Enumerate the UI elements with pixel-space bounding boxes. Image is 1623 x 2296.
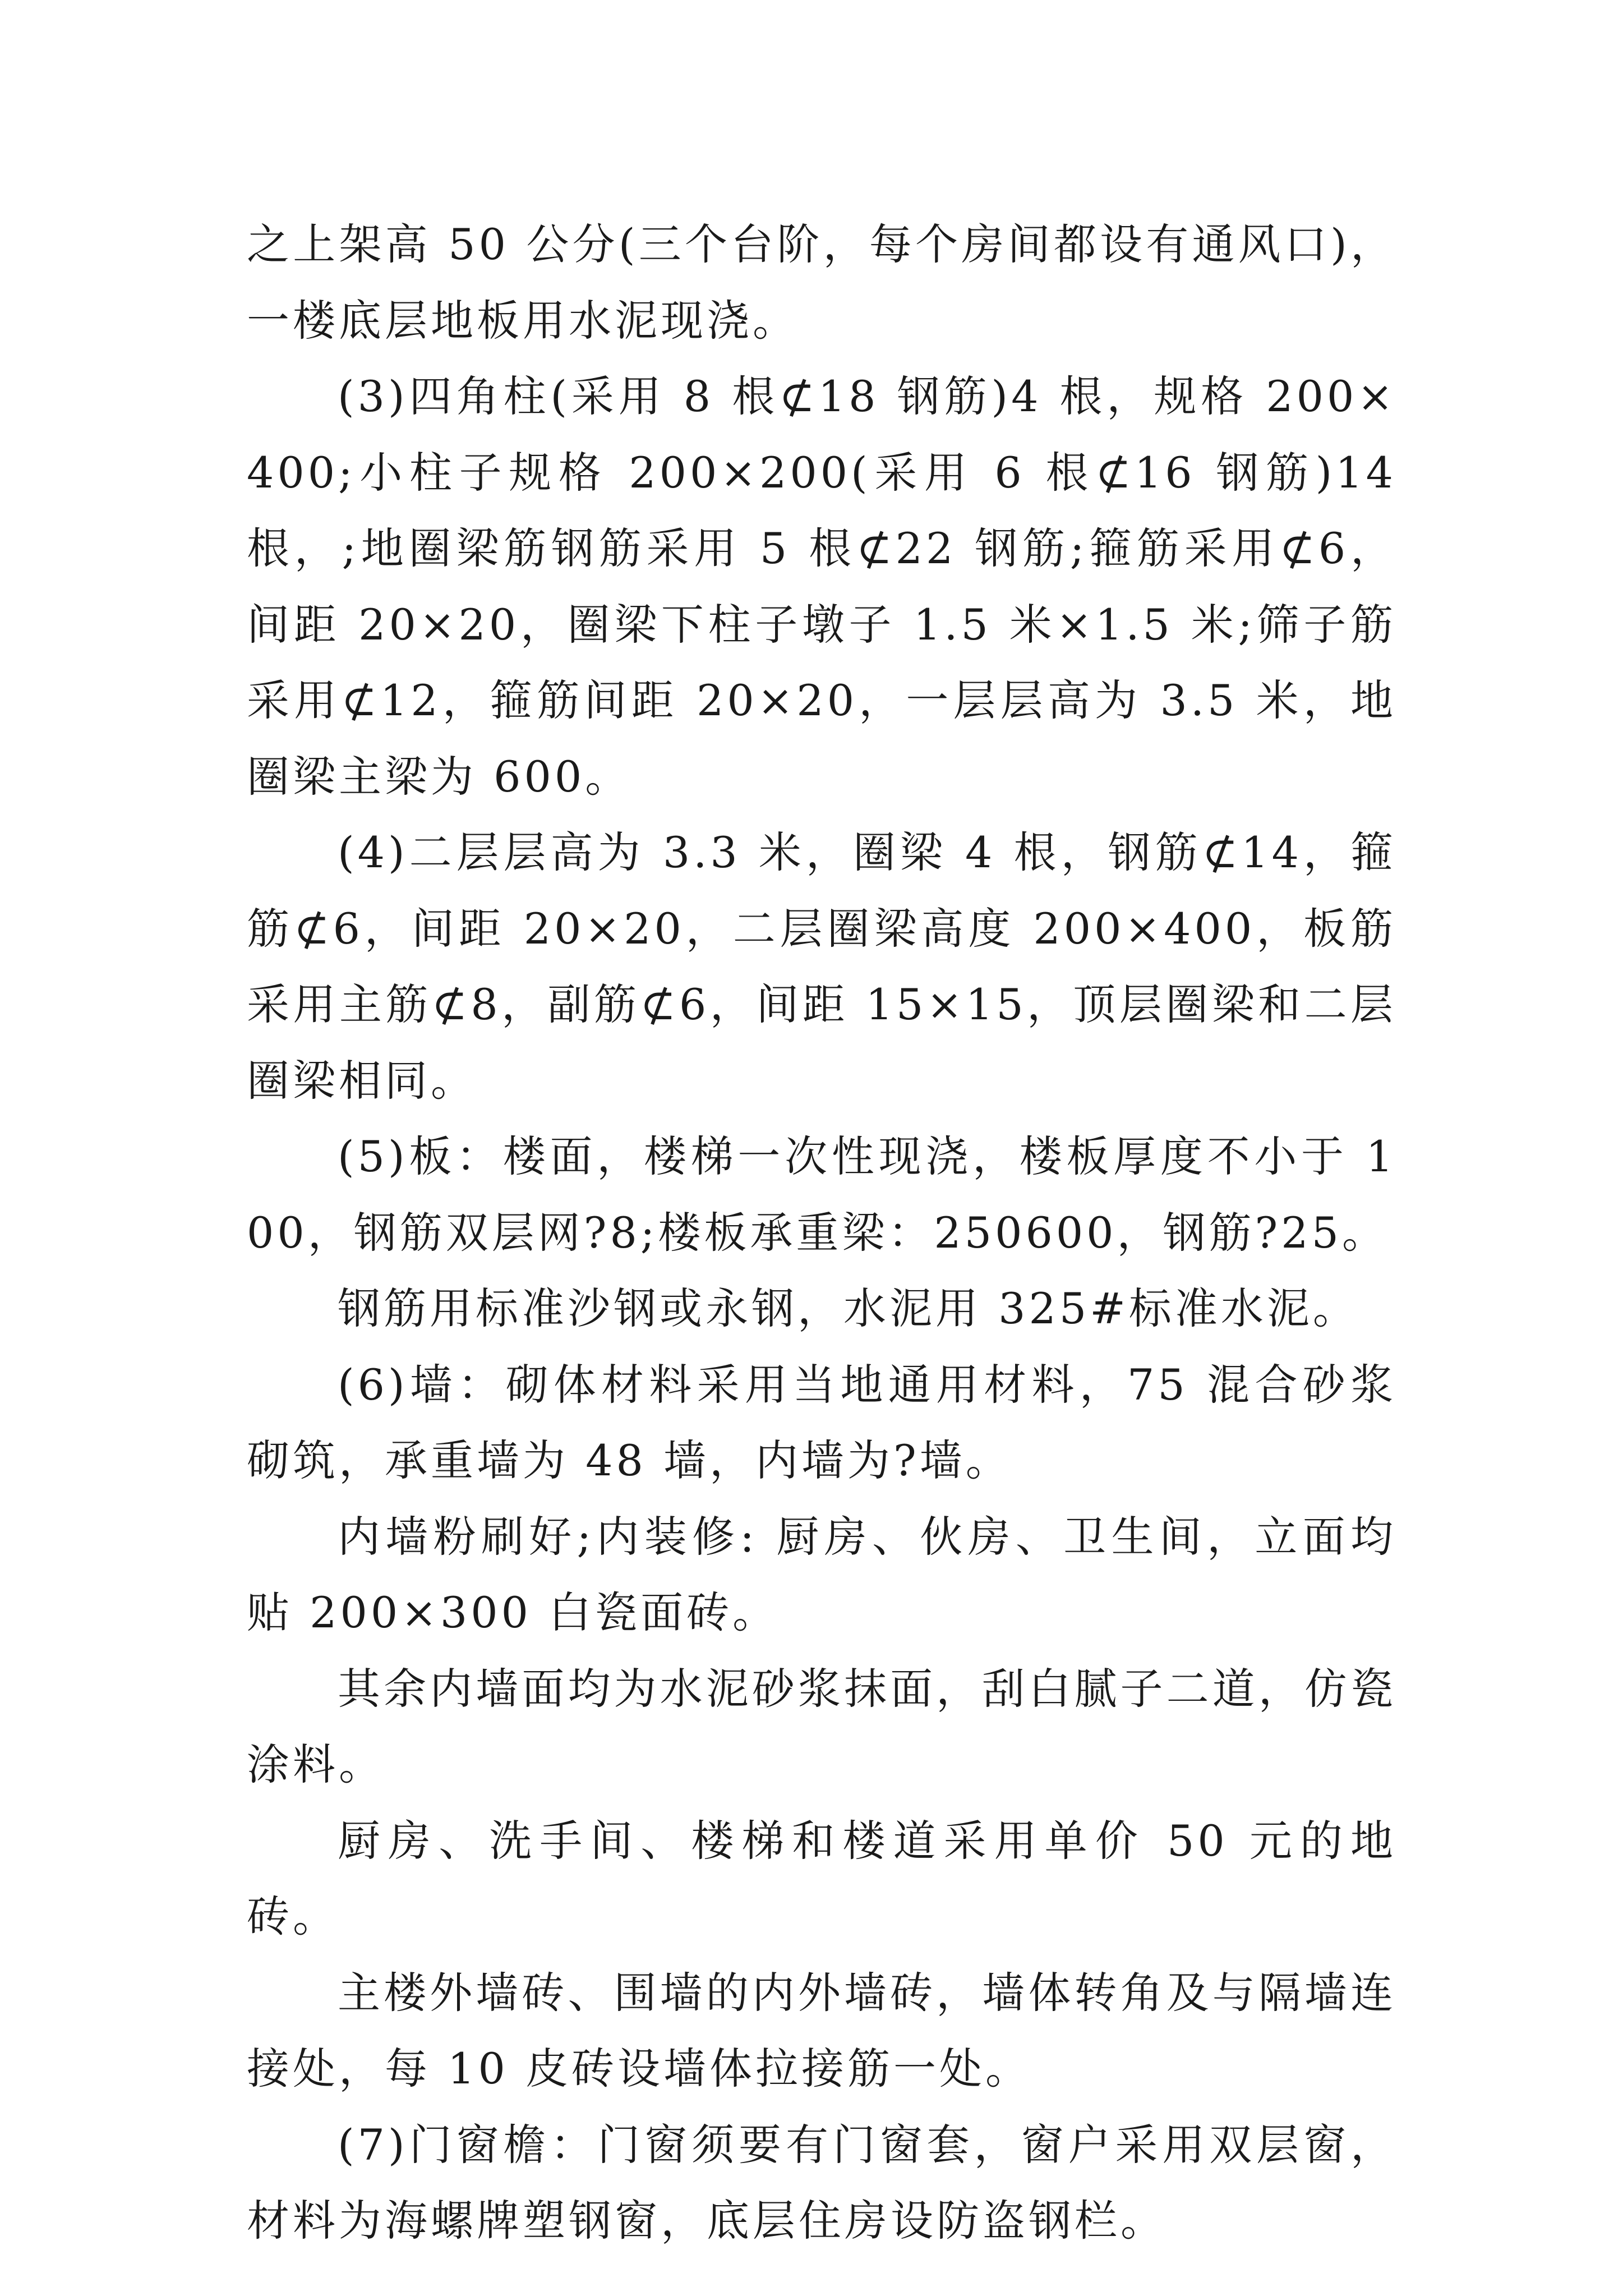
paragraph-6: (6)墙：砌体材料采用当地通用材料，75 混合砂浆砌筑，承重墙为 48 墙，内墙为?墙。 bbox=[247, 1359, 1396, 1485]
paragraph-1: 之上架高 50 公分(三个台阶，每个房间都设有通风口)，一楼底层地板用水泥现浇。 bbox=[247, 219, 1396, 346]
paragraph-3: (4)二层层高为 3.3 米，圈梁 4 根，钢筋⊄14，箍筋⊄6，间距 20×20，二层圈梁高度 200×400，板筋采用主筋⊄8，副筋⊄6，间距 15×15，顶层圈梁和二层圈梁相同。 bbox=[247, 827, 1396, 1106]
paragraph-9: 厨房、洗手间、楼梯和楼道采用单价 50 元的地砖。 bbox=[247, 1815, 1396, 1941]
paragraph-11: (7)门窗檐：门窗须要有门窗套，窗户采用双层窗，材料为海螺牌塑钢窗，底层住房设防盗钢栏。 bbox=[247, 2119, 1396, 2246]
paragraph-10: 主楼外墙砖、围墙的内外墙砖，墙体转角及与隔墙连接处，每 10 皮砖设墙体拉接筋一处。 bbox=[247, 1967, 1396, 2093]
document-body bbox=[247, 206, 1396, 2259]
paragraph-8: 其余内墙面均为水泥砂浆抹面，刮白腻子二道，仿瓷涂料。 bbox=[247, 1663, 1396, 1789]
paragraph-4: (5)板：楼面，楼梯一次性现浇，楼板厚度不小于 100，钢筋双层网?8;楼板承重梁：250600，钢筋?25。 bbox=[247, 1131, 1396, 1258]
paragraph-5: 钢筋用标准沙钢或永钢，水泥用 325#标准水泥。 bbox=[338, 1283, 1359, 1333]
paragraph-7: 内墙粉刷好;内装修: 厨房、伙房、卫生间，立面均贴 200×300 白瓷面砖。 bbox=[247, 1511, 1396, 1637]
paragraph-2: (3)四角柱(采用 8 根⊄18 钢筋)4 根，规格 200×400;小柱子规格 200×200(采用 6 根⊄16 钢筋)14 根，;地圈梁筋钢筋采用 5 根⊄22 钢筋;箍筋采用⊄6，间距 20×20，圈梁下柱子墩子 1.5 米×1.5 米;筛子筋采用⊄12，箍筋间距 20×20，一层层高为 3.5 米，地圈梁主梁为 600。 bbox=[247, 371, 1396, 802]
